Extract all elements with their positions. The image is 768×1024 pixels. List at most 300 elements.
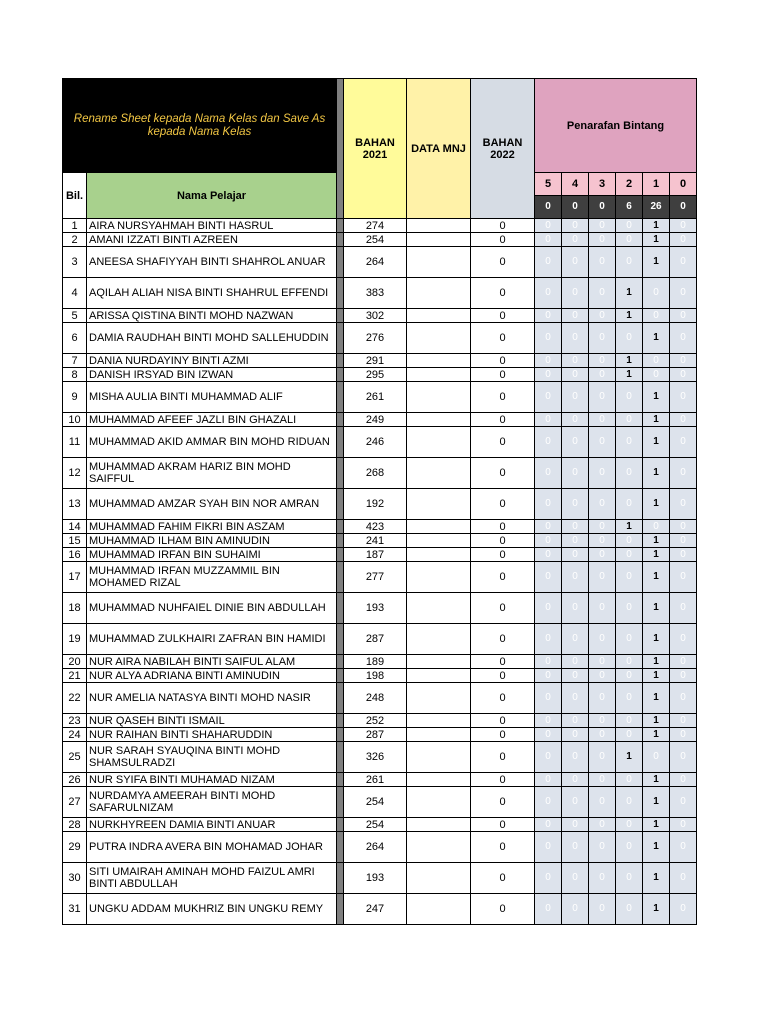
student-name-cell[interactable]: ANEESA SHAFIYYAH BINTI SHAHROL ANUAR bbox=[87, 247, 337, 278]
data-mnj-cell[interactable] bbox=[407, 683, 471, 714]
data-mnj-cell[interactable] bbox=[407, 233, 471, 247]
bahan-2022-cell[interactable]: 0 bbox=[471, 354, 535, 368]
star-level-1-cell[interactable]: 0 bbox=[643, 278, 670, 309]
student-name-cell[interactable]: MUHAMMAD AKID AMMAR BIN MOHD RIDUAN bbox=[87, 427, 337, 458]
star-level-0-cell[interactable]: 0 bbox=[670, 714, 697, 728]
data-mnj-cell[interactable] bbox=[407, 219, 471, 233]
star-level-5-cell[interactable]: 0 bbox=[535, 683, 562, 714]
data-mnj-cell[interactable] bbox=[407, 489, 471, 520]
star-level-0-cell[interactable]: 0 bbox=[670, 593, 697, 624]
bahan-2021-cell[interactable]: 287 bbox=[344, 728, 407, 742]
level-3-header[interactable]: 3 bbox=[589, 173, 616, 196]
star-level-5-cell[interactable]: 0 bbox=[535, 323, 562, 354]
data-mnj-cell[interactable] bbox=[407, 655, 471, 669]
row-number-cell[interactable]: 10 bbox=[63, 413, 87, 427]
data-mnj-cell[interactable] bbox=[407, 773, 471, 787]
student-name-cell[interactable]: MUHAMMAD AMZAR SYAH BIN NOR AMRAN bbox=[87, 489, 337, 520]
star-level-2-cell[interactable]: 0 bbox=[616, 548, 643, 562]
star-level-4-cell[interactable]: 0 bbox=[562, 548, 589, 562]
star-level-5-cell[interactable]: 0 bbox=[535, 787, 562, 818]
star-level-1-cell[interactable]: 1 bbox=[643, 773, 670, 787]
star-level-5-cell[interactable]: 0 bbox=[535, 818, 562, 832]
penarafan-bintang-header[interactable]: Penarafan Bintang bbox=[535, 79, 697, 173]
star-level-3-cell[interactable]: 0 bbox=[589, 818, 616, 832]
student-name-cell[interactable]: NUR QASEH BINTI ISMAIL bbox=[87, 714, 337, 728]
row-number-cell[interactable]: 15 bbox=[63, 534, 87, 548]
bahan-2021-cell[interactable]: 295 bbox=[344, 368, 407, 382]
star-level-4-cell[interactable]: 0 bbox=[562, 309, 589, 323]
star-level-1-cell[interactable]: 1 bbox=[643, 863, 670, 894]
star-level-5-cell[interactable]: 0 bbox=[535, 562, 562, 593]
star-level-2-cell[interactable]: 0 bbox=[616, 247, 643, 278]
bahan-2022-cell[interactable]: 0 bbox=[471, 683, 535, 714]
star-level-4-cell[interactable]: 0 bbox=[562, 427, 589, 458]
row-number-cell[interactable]: 12 bbox=[63, 458, 87, 489]
star-level-5-cell[interactable]: 0 bbox=[535, 894, 562, 925]
star-level-4-cell[interactable]: 0 bbox=[562, 624, 589, 655]
level-4-total[interactable]: 0 bbox=[562, 196, 589, 219]
bahan-2021-cell[interactable]: 254 bbox=[344, 233, 407, 247]
star-level-0-cell[interactable]: 0 bbox=[670, 683, 697, 714]
student-name-cell[interactable]: NUR SYIFA BINTI MUHAMAD NIZAM bbox=[87, 773, 337, 787]
bahan-2021-header[interactable]: BAHAN 2021 bbox=[344, 79, 407, 219]
star-level-1-cell[interactable]: 0 bbox=[643, 368, 670, 382]
star-level-0-cell[interactable]: 0 bbox=[670, 354, 697, 368]
star-level-5-cell[interactable]: 0 bbox=[535, 520, 562, 534]
star-level-2-cell[interactable]: 0 bbox=[616, 562, 643, 593]
star-level-2-cell[interactable]: 0 bbox=[616, 655, 643, 669]
star-level-2-cell[interactable]: 0 bbox=[616, 818, 643, 832]
level-1-total[interactable]: 26 bbox=[643, 196, 670, 219]
bahan-2022-cell[interactable]: 0 bbox=[471, 728, 535, 742]
bahan-2022-cell[interactable]: 0 bbox=[471, 593, 535, 624]
data-mnj-cell[interactable] bbox=[407, 278, 471, 309]
star-level-5-cell[interactable]: 0 bbox=[535, 458, 562, 489]
star-level-3-cell[interactable]: 0 bbox=[589, 728, 616, 742]
star-level-4-cell[interactable]: 0 bbox=[562, 832, 589, 863]
data-mnj-cell[interactable] bbox=[407, 323, 471, 354]
data-mnj-cell[interactable] bbox=[407, 714, 471, 728]
star-level-4-cell[interactable]: 0 bbox=[562, 382, 589, 413]
star-level-2-cell[interactable]: 1 bbox=[616, 309, 643, 323]
level-0-header[interactable]: 0 bbox=[670, 173, 697, 196]
bahan-2021-cell[interactable]: 248 bbox=[344, 683, 407, 714]
star-level-5-cell[interactable]: 0 bbox=[535, 832, 562, 863]
student-name-cell[interactable]: MUHAMMAD NUHFAIEL DINIE BIN ABDULLAH bbox=[87, 593, 337, 624]
student-name-cell[interactable]: MUHAMMAD ILHAM BIN AMINUDIN bbox=[87, 534, 337, 548]
star-level-5-cell[interactable]: 0 bbox=[535, 309, 562, 323]
bahan-2022-cell[interactable]: 0 bbox=[471, 368, 535, 382]
star-level-5-cell[interactable]: 0 bbox=[535, 534, 562, 548]
bahan-2021-cell[interactable]: 276 bbox=[344, 323, 407, 354]
student-name-cell[interactable]: UNGKU ADDAM MUKHRIZ BIN UNGKU REMY bbox=[87, 894, 337, 925]
star-level-1-cell[interactable]: 1 bbox=[643, 593, 670, 624]
star-level-5-cell[interactable]: 0 bbox=[535, 593, 562, 624]
star-level-0-cell[interactable]: 0 bbox=[670, 427, 697, 458]
star-level-1-cell[interactable]: 1 bbox=[643, 894, 670, 925]
star-level-0-cell[interactable]: 0 bbox=[670, 548, 697, 562]
star-level-5-cell[interactable]: 0 bbox=[535, 233, 562, 247]
bahan-2021-cell[interactable]: 247 bbox=[344, 894, 407, 925]
student-name-cell[interactable]: NUR ALYA ADRIANA BINTI AMINUDIN bbox=[87, 669, 337, 683]
star-level-3-cell[interactable]: 0 bbox=[589, 413, 616, 427]
star-level-3-cell[interactable]: 0 bbox=[589, 427, 616, 458]
data-mnj-cell[interactable] bbox=[407, 669, 471, 683]
bahan-2022-cell[interactable]: 0 bbox=[471, 520, 535, 534]
star-level-5-cell[interactable]: 0 bbox=[535, 247, 562, 278]
student-name-cell[interactable]: DANISH IRSYAD BIN IZWAN bbox=[87, 368, 337, 382]
star-level-4-cell[interactable]: 0 bbox=[562, 520, 589, 534]
data-mnj-cell[interactable] bbox=[407, 728, 471, 742]
bahan-2021-cell[interactable]: 268 bbox=[344, 458, 407, 489]
row-number-cell[interactable]: 23 bbox=[63, 714, 87, 728]
bahan-2022-cell[interactable]: 0 bbox=[471, 233, 535, 247]
star-level-2-cell[interactable]: 0 bbox=[616, 427, 643, 458]
bahan-2021-cell[interactable]: 326 bbox=[344, 742, 407, 773]
student-name-cell[interactable]: NURKHYREEN DAMIA BINTI ANUAR bbox=[87, 818, 337, 832]
star-level-0-cell[interactable]: 0 bbox=[670, 368, 697, 382]
star-level-2-cell[interactable]: 0 bbox=[616, 233, 643, 247]
star-level-3-cell[interactable]: 0 bbox=[589, 773, 616, 787]
star-level-0-cell[interactable]: 0 bbox=[670, 894, 697, 925]
data-mnj-cell[interactable] bbox=[407, 534, 471, 548]
star-level-3-cell[interactable]: 0 bbox=[589, 832, 616, 863]
star-level-1-cell[interactable]: 1 bbox=[643, 323, 670, 354]
star-level-4-cell[interactable]: 0 bbox=[562, 863, 589, 894]
star-level-3-cell[interactable]: 0 bbox=[589, 520, 616, 534]
star-level-3-cell[interactable]: 0 bbox=[589, 382, 616, 413]
star-level-2-cell[interactable]: 0 bbox=[616, 863, 643, 894]
star-level-2-cell[interactable]: 0 bbox=[616, 714, 643, 728]
bahan-2021-cell[interactable]: 254 bbox=[344, 818, 407, 832]
data-mnj-cell[interactable] bbox=[407, 354, 471, 368]
bahan-2021-cell[interactable]: 189 bbox=[344, 655, 407, 669]
star-level-1-cell[interactable]: 1 bbox=[643, 233, 670, 247]
data-mnj-cell[interactable] bbox=[407, 818, 471, 832]
star-level-2-cell[interactable]: 0 bbox=[616, 624, 643, 655]
star-level-0-cell[interactable]: 0 bbox=[670, 323, 697, 354]
star-level-1-cell[interactable]: 1 bbox=[643, 427, 670, 458]
star-level-4-cell[interactable]: 0 bbox=[562, 787, 589, 818]
bahan-2021-cell[interactable]: 264 bbox=[344, 832, 407, 863]
row-number-cell[interactable]: 11 bbox=[63, 427, 87, 458]
row-number-cell[interactable]: 31 bbox=[63, 894, 87, 925]
star-level-2-cell[interactable]: 0 bbox=[616, 534, 643, 548]
data-mnj-cell[interactable] bbox=[407, 427, 471, 458]
star-level-1-cell[interactable]: 0 bbox=[643, 520, 670, 534]
bahan-2021-cell[interactable]: 291 bbox=[344, 354, 407, 368]
star-level-3-cell[interactable]: 0 bbox=[589, 894, 616, 925]
star-level-5-cell[interactable]: 0 bbox=[535, 548, 562, 562]
star-level-5-cell[interactable]: 0 bbox=[535, 714, 562, 728]
row-number-cell[interactable]: 27 bbox=[63, 787, 87, 818]
star-level-4-cell[interactable]: 0 bbox=[562, 894, 589, 925]
star-level-3-cell[interactable]: 0 bbox=[589, 458, 616, 489]
star-level-0-cell[interactable]: 0 bbox=[670, 832, 697, 863]
level-5-header[interactable]: 5 bbox=[535, 173, 562, 196]
row-number-cell[interactable]: 22 bbox=[63, 683, 87, 714]
row-number-cell[interactable]: 19 bbox=[63, 624, 87, 655]
star-level-4-cell[interactable]: 0 bbox=[562, 742, 589, 773]
star-level-4-cell[interactable]: 0 bbox=[562, 278, 589, 309]
bahan-2021-cell[interactable]: 274 bbox=[344, 219, 407, 233]
star-level-3-cell[interactable]: 0 bbox=[589, 714, 616, 728]
level-5-total[interactable]: 0 bbox=[535, 196, 562, 219]
row-number-cell[interactable]: 9 bbox=[63, 382, 87, 413]
data-mnj-cell[interactable] bbox=[407, 593, 471, 624]
bahan-2022-cell[interactable]: 0 bbox=[471, 548, 535, 562]
row-number-cell[interactable]: 16 bbox=[63, 548, 87, 562]
star-level-4-cell[interactable]: 0 bbox=[562, 458, 589, 489]
star-level-5-cell[interactable]: 0 bbox=[535, 413, 562, 427]
star-level-2-cell[interactable]: 0 bbox=[616, 773, 643, 787]
star-level-4-cell[interactable]: 0 bbox=[562, 219, 589, 233]
star-level-0-cell[interactable]: 0 bbox=[670, 520, 697, 534]
data-mnj-cell[interactable] bbox=[407, 520, 471, 534]
student-name-cell[interactable]: AQILAH ALIAH NISA BINTI SHAHRUL EFFENDI bbox=[87, 278, 337, 309]
star-level-4-cell[interactable]: 0 bbox=[562, 818, 589, 832]
star-level-4-cell[interactable]: 0 bbox=[562, 323, 589, 354]
star-level-0-cell[interactable]: 0 bbox=[670, 655, 697, 669]
row-number-cell[interactable]: 13 bbox=[63, 489, 87, 520]
star-level-1-cell[interactable]: 1 bbox=[643, 818, 670, 832]
star-level-5-cell[interactable]: 0 bbox=[535, 669, 562, 683]
star-level-1-cell[interactable]: 1 bbox=[643, 562, 670, 593]
student-name-cell[interactable]: SITI UMAIRAH AMINAH MOHD FAIZUL AMRI BINTI ABDULLAH bbox=[87, 863, 337, 894]
star-level-2-cell[interactable]: 0 bbox=[616, 669, 643, 683]
star-level-2-cell[interactable]: 0 bbox=[616, 458, 643, 489]
star-level-0-cell[interactable]: 0 bbox=[670, 247, 697, 278]
star-level-0-cell[interactable]: 0 bbox=[670, 413, 697, 427]
star-level-3-cell[interactable]: 0 bbox=[589, 548, 616, 562]
star-level-0-cell[interactable]: 0 bbox=[670, 233, 697, 247]
star-level-2-cell[interactable]: 0 bbox=[616, 382, 643, 413]
star-level-0-cell[interactable]: 0 bbox=[670, 382, 697, 413]
bahan-2022-cell[interactable]: 0 bbox=[471, 818, 535, 832]
star-level-0-cell[interactable]: 0 bbox=[670, 309, 697, 323]
star-level-1-cell[interactable]: 1 bbox=[643, 683, 670, 714]
data-mnj-cell[interactable] bbox=[407, 382, 471, 413]
data-mnj-cell[interactable] bbox=[407, 562, 471, 593]
bahan-2021-cell[interactable]: 193 bbox=[344, 593, 407, 624]
bahan-2022-cell[interactable]: 0 bbox=[471, 863, 535, 894]
star-level-4-cell[interactable]: 0 bbox=[562, 413, 589, 427]
level-0-total[interactable]: 0 bbox=[670, 196, 697, 219]
star-level-3-cell[interactable]: 0 bbox=[589, 489, 616, 520]
level-3-total[interactable]: 0 bbox=[589, 196, 616, 219]
star-level-1-cell[interactable]: 1 bbox=[643, 458, 670, 489]
star-level-2-cell[interactable]: 0 bbox=[616, 489, 643, 520]
row-number-cell[interactable]: 26 bbox=[63, 773, 87, 787]
star-level-3-cell[interactable]: 0 bbox=[589, 669, 616, 683]
student-name-cell[interactable]: AIRA NURSYAHMAH BINTI HASRUL bbox=[87, 219, 337, 233]
student-name-cell[interactable]: NUR AMELIA NATASYA BINTI MOHD NASIR bbox=[87, 683, 337, 714]
bahan-2021-cell[interactable]: 252 bbox=[344, 714, 407, 728]
data-mnj-cell[interactable] bbox=[407, 624, 471, 655]
star-level-5-cell[interactable]: 0 bbox=[535, 863, 562, 894]
student-name-cell[interactable]: ARISSA QISTINA BINTI MOHD NAZWAN bbox=[87, 309, 337, 323]
star-level-4-cell[interactable]: 0 bbox=[562, 562, 589, 593]
level-2-total[interactable]: 6 bbox=[616, 196, 643, 219]
student-name-cell[interactable]: MUHAMMAD AKRAM HARIZ BIN MOHD SAIFFUL bbox=[87, 458, 337, 489]
data-mnj-cell[interactable] bbox=[407, 413, 471, 427]
level-2-header[interactable]: 2 bbox=[616, 173, 643, 196]
row-number-cell[interactable]: 29 bbox=[63, 832, 87, 863]
bahan-2021-cell[interactable]: 187 bbox=[344, 548, 407, 562]
star-level-5-cell[interactable]: 0 bbox=[535, 219, 562, 233]
star-level-1-cell[interactable]: 1 bbox=[643, 655, 670, 669]
data-mnj-cell[interactable] bbox=[407, 787, 471, 818]
data-mnj-cell[interactable] bbox=[407, 548, 471, 562]
star-level-1-cell[interactable]: 1 bbox=[643, 413, 670, 427]
row-number-cell[interactable]: 5 bbox=[63, 309, 87, 323]
student-name-cell[interactable]: MUHAMMAD IRFAN BIN SUHAIMI bbox=[87, 548, 337, 562]
row-number-cell[interactable]: 18 bbox=[63, 593, 87, 624]
data-mnj-cell[interactable] bbox=[407, 247, 471, 278]
nama-pelajar-header[interactable]: Nama Pelajar bbox=[87, 173, 337, 219]
star-level-5-cell[interactable]: 0 bbox=[535, 773, 562, 787]
bahan-2022-cell[interactable]: 0 bbox=[471, 247, 535, 278]
star-level-4-cell[interactable]: 0 bbox=[562, 534, 589, 548]
bahan-2021-cell[interactable]: 198 bbox=[344, 669, 407, 683]
star-level-0-cell[interactable]: 0 bbox=[670, 534, 697, 548]
star-level-3-cell[interactable]: 0 bbox=[589, 354, 616, 368]
star-level-2-cell[interactable]: 1 bbox=[616, 368, 643, 382]
instruction-banner[interactable]: Rename Sheet kepada Nama Kelas dan Save As kepada Nama Kelas bbox=[63, 79, 337, 173]
star-level-1-cell[interactable]: 1 bbox=[643, 489, 670, 520]
row-number-cell[interactable]: 25 bbox=[63, 742, 87, 773]
bahan-2022-cell[interactable]: 0 bbox=[471, 309, 535, 323]
student-name-cell[interactable]: MUHAMMAD ZULKHAIRI ZAFRAN BIN HAMIDI bbox=[87, 624, 337, 655]
star-level-1-cell[interactable]: 0 bbox=[643, 309, 670, 323]
row-number-cell[interactable]: 21 bbox=[63, 669, 87, 683]
star-level-5-cell[interactable]: 0 bbox=[535, 742, 562, 773]
bahan-2022-cell[interactable]: 0 bbox=[471, 323, 535, 354]
star-level-5-cell[interactable]: 0 bbox=[535, 728, 562, 742]
row-number-cell[interactable]: 2 bbox=[63, 233, 87, 247]
star-level-3-cell[interactable]: 0 bbox=[589, 247, 616, 278]
bahan-2022-cell[interactable]: 0 bbox=[471, 427, 535, 458]
star-level-0-cell[interactable]: 0 bbox=[670, 787, 697, 818]
star-level-1-cell[interactable]: 1 bbox=[643, 534, 670, 548]
star-level-5-cell[interactable]: 0 bbox=[535, 427, 562, 458]
star-level-3-cell[interactable]: 0 bbox=[589, 233, 616, 247]
data-mnj-cell[interactable] bbox=[407, 832, 471, 863]
student-name-cell[interactable]: MUHAMMAD FAHIM FIKRI BIN ASZAM bbox=[87, 520, 337, 534]
row-number-cell[interactable]: 30 bbox=[63, 863, 87, 894]
student-name-cell[interactable]: NUR AIRA NABILAH BINTI SAIFUL ALAM bbox=[87, 655, 337, 669]
bahan-2021-cell[interactable]: 192 bbox=[344, 489, 407, 520]
star-level-4-cell[interactable]: 0 bbox=[562, 773, 589, 787]
bahan-2021-cell[interactable]: 261 bbox=[344, 773, 407, 787]
star-level-0-cell[interactable]: 0 bbox=[670, 624, 697, 655]
bahan-2022-cell[interactable]: 0 bbox=[471, 413, 535, 427]
bahan-2022-cell[interactable]: 0 bbox=[471, 787, 535, 818]
student-name-cell[interactable]: NUR RAIHAN BINTI SHAHARUDDIN bbox=[87, 728, 337, 742]
star-level-5-cell[interactable]: 0 bbox=[535, 368, 562, 382]
star-level-2-cell[interactable]: 0 bbox=[616, 413, 643, 427]
star-level-1-cell[interactable]: 1 bbox=[643, 669, 670, 683]
bahan-2021-cell[interactable]: 383 bbox=[344, 278, 407, 309]
star-level-2-cell[interactable]: 0 bbox=[616, 787, 643, 818]
star-level-3-cell[interactable]: 0 bbox=[589, 863, 616, 894]
data-mnj-cell[interactable] bbox=[407, 863, 471, 894]
row-number-cell[interactable]: 20 bbox=[63, 655, 87, 669]
star-level-0-cell[interactable]: 0 bbox=[670, 458, 697, 489]
star-level-3-cell[interactable]: 0 bbox=[589, 562, 616, 593]
student-name-cell[interactable]: MUHAMMAD AFEEF JAZLI BIN GHAZALI bbox=[87, 413, 337, 427]
star-level-1-cell[interactable]: 1 bbox=[643, 787, 670, 818]
data-mnj-header[interactable]: DATA MNJ bbox=[407, 79, 471, 219]
star-level-4-cell[interactable]: 0 bbox=[562, 489, 589, 520]
star-level-2-cell[interactable]: 1 bbox=[616, 520, 643, 534]
level-4-header[interactable]: 4 bbox=[562, 173, 589, 196]
star-level-3-cell[interactable]: 0 bbox=[589, 278, 616, 309]
bahan-2022-header[interactable]: BAHAN 2022 bbox=[471, 79, 535, 219]
bahan-2022-cell[interactable]: 0 bbox=[471, 562, 535, 593]
bahan-2022-cell[interactable]: 0 bbox=[471, 832, 535, 863]
row-number-cell[interactable]: 17 bbox=[63, 562, 87, 593]
row-number-cell[interactable]: 7 bbox=[63, 354, 87, 368]
star-level-0-cell[interactable]: 0 bbox=[670, 278, 697, 309]
star-level-3-cell[interactable]: 0 bbox=[589, 534, 616, 548]
bahan-2021-cell[interactable]: 423 bbox=[344, 520, 407, 534]
bahan-2022-cell[interactable]: 0 bbox=[471, 669, 535, 683]
star-level-2-cell[interactable]: 0 bbox=[616, 832, 643, 863]
row-number-cell[interactable]: 4 bbox=[63, 278, 87, 309]
row-number-cell[interactable]: 3 bbox=[63, 247, 87, 278]
star-level-5-cell[interactable]: 0 bbox=[535, 382, 562, 413]
star-level-1-cell[interactable]: 1 bbox=[643, 382, 670, 413]
bil-header[interactable]: Bil. bbox=[63, 173, 87, 219]
star-level-5-cell[interactable]: 0 bbox=[535, 278, 562, 309]
data-mnj-cell[interactable] bbox=[407, 309, 471, 323]
star-level-1-cell[interactable]: 1 bbox=[643, 832, 670, 863]
bahan-2022-cell[interactable]: 0 bbox=[471, 278, 535, 309]
level-1-header[interactable]: 1 bbox=[643, 173, 670, 196]
bahan-2022-cell[interactable]: 0 bbox=[471, 534, 535, 548]
student-name-cell[interactable]: PUTRA INDRA AVERA BIN MOHAMAD JOHAR bbox=[87, 832, 337, 863]
bahan-2022-cell[interactable]: 0 bbox=[471, 714, 535, 728]
bahan-2022-cell[interactable]: 0 bbox=[471, 655, 535, 669]
star-level-0-cell[interactable]: 0 bbox=[670, 742, 697, 773]
bahan-2022-cell[interactable]: 0 bbox=[471, 489, 535, 520]
star-level-0-cell[interactable]: 0 bbox=[670, 818, 697, 832]
star-level-5-cell[interactable]: 0 bbox=[535, 489, 562, 520]
student-name-cell[interactable]: DAMIA RAUDHAH BINTI MOHD SALLEHUDDIN bbox=[87, 323, 337, 354]
star-level-5-cell[interactable]: 0 bbox=[535, 655, 562, 669]
star-level-1-cell[interactable]: 1 bbox=[643, 714, 670, 728]
star-level-1-cell[interactable]: 1 bbox=[643, 728, 670, 742]
bahan-2021-cell[interactable]: 193 bbox=[344, 863, 407, 894]
star-level-0-cell[interactable]: 0 bbox=[670, 773, 697, 787]
bahan-2021-cell[interactable]: 254 bbox=[344, 787, 407, 818]
student-name-cell[interactable]: AMANI IZZATI BINTI AZREEN bbox=[87, 233, 337, 247]
data-mnj-cell[interactable] bbox=[407, 458, 471, 489]
star-level-3-cell[interactable]: 0 bbox=[589, 219, 616, 233]
star-level-3-cell[interactable]: 0 bbox=[589, 368, 616, 382]
star-level-2-cell[interactable]: 0 bbox=[616, 323, 643, 354]
star-level-3-cell[interactable]: 0 bbox=[589, 655, 616, 669]
star-level-0-cell[interactable]: 0 bbox=[670, 562, 697, 593]
star-level-2-cell[interactable]: 0 bbox=[616, 219, 643, 233]
star-level-0-cell[interactable]: 0 bbox=[670, 219, 697, 233]
bahan-2021-cell[interactable]: 287 bbox=[344, 624, 407, 655]
row-number-cell[interactable]: 24 bbox=[63, 728, 87, 742]
bahan-2022-cell[interactable]: 0 bbox=[471, 894, 535, 925]
star-level-3-cell[interactable]: 0 bbox=[589, 309, 616, 323]
star-level-1-cell[interactable]: 1 bbox=[643, 247, 670, 278]
